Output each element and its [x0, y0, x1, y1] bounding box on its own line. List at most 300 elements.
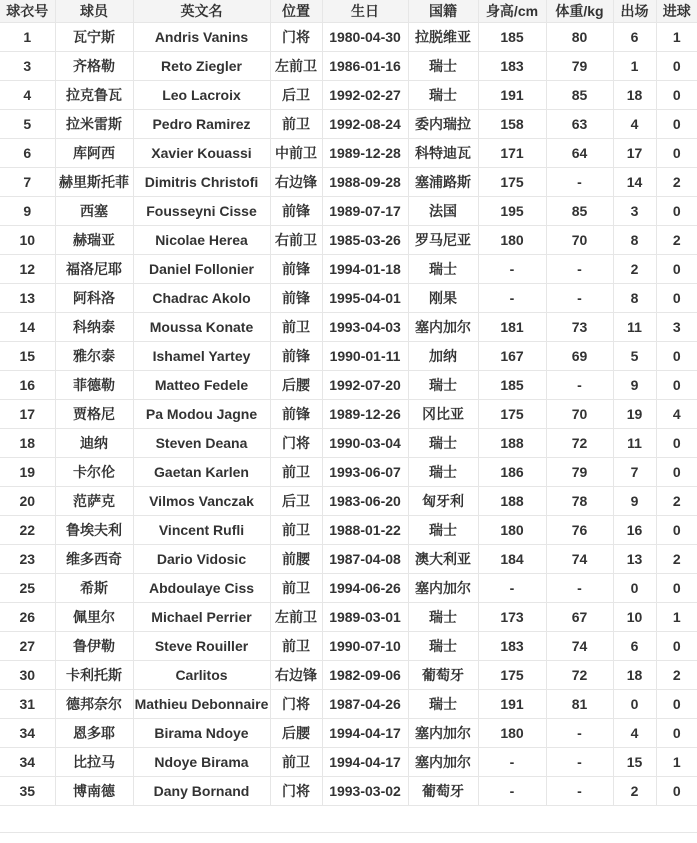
table-cell: 匈牙利: [408, 487, 478, 516]
table-cell: 6: [613, 632, 656, 661]
table-cell: 希斯: [55, 574, 133, 603]
table-cell: Pedro Ramirez: [133, 110, 270, 139]
table-cell: 16: [0, 371, 55, 400]
table-cell: 81: [546, 690, 613, 719]
table-cell: 183: [478, 52, 546, 81]
table-cell: 72: [546, 661, 613, 690]
table-row: [0, 139, 697, 168]
table-cell: 2: [656, 545, 697, 574]
table-cell: 法国: [408, 197, 478, 226]
table-cell: Abdoulaye Ciss: [133, 574, 270, 603]
table-cell: 13: [613, 545, 656, 574]
table-row: [0, 255, 697, 284]
table-cell: 74: [546, 545, 613, 574]
table-row: [0, 603, 697, 632]
table-row: [0, 690, 697, 719]
table-cell: 35: [0, 777, 55, 806]
table-cell: Birama Ndoye: [133, 719, 270, 748]
table-cell: 3: [613, 197, 656, 226]
table-cell: 2: [656, 168, 697, 197]
table-cell: 1: [0, 23, 55, 52]
table-cell: 1994-06-26: [322, 574, 408, 603]
table-cell: 拉米雷斯: [55, 110, 133, 139]
table-cell: 74: [546, 632, 613, 661]
table-cell: 2: [613, 255, 656, 284]
table-cell: -: [478, 255, 546, 284]
table-cell: 冈比亚: [408, 400, 478, 429]
table-cell: 前卫: [270, 110, 322, 139]
table-cell: 门将: [270, 429, 322, 458]
table-cell: 4: [656, 400, 697, 429]
table-cell: 前卫: [270, 632, 322, 661]
column-header: 国籍: [408, 0, 478, 23]
table-cell: 1993-04-03: [322, 313, 408, 342]
table-cell: 1992-07-20: [322, 371, 408, 400]
table-cell: 塞浦路斯: [408, 168, 478, 197]
table-cell: -: [478, 284, 546, 313]
table-cell: 0: [656, 516, 697, 545]
table-cell: 刚果: [408, 284, 478, 313]
table-cell: 26: [0, 603, 55, 632]
table-cell: Nicolae Herea: [133, 226, 270, 255]
table-cell: Dimitris Christofi: [133, 168, 270, 197]
table-cell: 20: [0, 487, 55, 516]
table-cell: 前腰: [270, 545, 322, 574]
table-cell: 1990-01-11: [322, 342, 408, 371]
table-row: [0, 168, 697, 197]
table-row: [0, 719, 697, 748]
table-cell: -: [546, 574, 613, 603]
column-header: 进球: [656, 0, 697, 23]
table-cell: 8: [613, 284, 656, 313]
table-cell: 3: [656, 313, 697, 342]
table-cell: 80: [546, 23, 613, 52]
table-cell: 64: [546, 139, 613, 168]
table-cell: -: [478, 574, 546, 603]
table-cell: 阿科洛: [55, 284, 133, 313]
table-body: [0, 23, 697, 806]
table-cell: 0: [656, 690, 697, 719]
table-cell: 0: [656, 777, 697, 806]
table-cell: 191: [478, 690, 546, 719]
table-cell: 0: [613, 690, 656, 719]
table-cell: 1982-09-06: [322, 661, 408, 690]
table-cell: 12: [0, 255, 55, 284]
table-cell: 180: [478, 516, 546, 545]
table-cell: 11: [613, 429, 656, 458]
table-cell: 180: [478, 226, 546, 255]
table-cell: Gaetan Karlen: [133, 458, 270, 487]
table-cell: 22: [0, 516, 55, 545]
table-cell: 0: [656, 81, 697, 110]
table-cell: 前锋: [270, 284, 322, 313]
table-cell: 西塞: [55, 197, 133, 226]
table-cell: 雅尔泰: [55, 342, 133, 371]
table-cell: 180: [478, 719, 546, 748]
table-cell: 0: [656, 632, 697, 661]
table-cell: 鲁伊勒: [55, 632, 133, 661]
table-cell: 1992-02-27: [322, 81, 408, 110]
table-cell: 瑞士: [408, 52, 478, 81]
table-cell: 10: [0, 226, 55, 255]
table-cell: 福洛尼耶: [55, 255, 133, 284]
table-row: [0, 574, 697, 603]
table-cell: 2: [613, 777, 656, 806]
table-cell: 瑞士: [408, 516, 478, 545]
table-row: [0, 516, 697, 545]
table-cell: 比拉马: [55, 748, 133, 777]
table-cell: 1985-03-26: [322, 226, 408, 255]
table-row: [0, 226, 697, 255]
table-cell: 1994-01-18: [322, 255, 408, 284]
table-cell: 18: [613, 81, 656, 110]
table-cell: 4: [0, 81, 55, 110]
table-cell: 后卫: [270, 81, 322, 110]
table-cell: 0: [656, 255, 697, 284]
table-cell: 后卫: [270, 487, 322, 516]
table-cell: 佩里尔: [55, 603, 133, 632]
table-cell: 博南德: [55, 777, 133, 806]
table-cell: 1990-07-10: [322, 632, 408, 661]
table-cell: 10: [613, 603, 656, 632]
table-cell: 0: [613, 574, 656, 603]
table-cell: 185: [478, 371, 546, 400]
table-cell: 3: [0, 52, 55, 81]
table-cell: 菲德勒: [55, 371, 133, 400]
table-cell: Daniel Follonier: [133, 255, 270, 284]
column-header: 身高/cm: [478, 0, 546, 23]
table-cell: 186: [478, 458, 546, 487]
table-cell: 范萨克: [55, 487, 133, 516]
table-cell: 贾格尼: [55, 400, 133, 429]
table-row: [0, 342, 697, 371]
table-cell: 卡尔伦: [55, 458, 133, 487]
table-cell: 5: [613, 342, 656, 371]
table-cell: 184: [478, 545, 546, 574]
column-header: 英文名: [133, 0, 270, 23]
table-cell: 175: [478, 661, 546, 690]
table-cell: 0: [656, 429, 697, 458]
table-cell: 1987-04-26: [322, 690, 408, 719]
table-cell: 右边锋: [270, 661, 322, 690]
table-cell: 0: [656, 458, 697, 487]
table-cell: 瑞士: [408, 632, 478, 661]
table-cell: 0: [656, 574, 697, 603]
table-cell: 中前卫: [270, 139, 322, 168]
table-cell: 塞内加尔: [408, 313, 478, 342]
table-cell: 1995-04-01: [322, 284, 408, 313]
table-cell: 右前卫: [270, 226, 322, 255]
table-cell: Andris Vanins: [133, 23, 270, 52]
column-header: 球衣号: [0, 0, 55, 23]
table-header-row: [0, 0, 697, 23]
table-cell: 4: [613, 719, 656, 748]
table-cell: 门将: [270, 777, 322, 806]
table-cell: 2: [656, 661, 697, 690]
table-cell: 181: [478, 313, 546, 342]
table-cell: 门将: [270, 23, 322, 52]
table-row: [0, 313, 697, 342]
table-cell: 34: [0, 748, 55, 777]
table-cell: 1992-08-24: [322, 110, 408, 139]
table-cell: 188: [478, 429, 546, 458]
table-cell: 79: [546, 458, 613, 487]
table-cell: 1994-04-17: [322, 748, 408, 777]
table-cell: 191: [478, 81, 546, 110]
table-cell: -: [546, 777, 613, 806]
table-row: [0, 661, 697, 690]
table-cell: 前锋: [270, 400, 322, 429]
table-cell: 左前卫: [270, 603, 322, 632]
table-cell: 德邦奈尔: [55, 690, 133, 719]
table-cell: Pa Modou Jagne: [133, 400, 270, 429]
table-cell: 瑞士: [408, 429, 478, 458]
table-cell: 前卫: [270, 458, 322, 487]
table-cell: Reto Ziegler: [133, 52, 270, 81]
table-row: [0, 284, 697, 313]
table-cell: Vincent Rufli: [133, 516, 270, 545]
table-cell: 委内瑞拉: [408, 110, 478, 139]
table-cell: 34: [0, 719, 55, 748]
table-cell: 维多西奇: [55, 545, 133, 574]
table-cell: 167: [478, 342, 546, 371]
table-cell: Matteo Fedele: [133, 371, 270, 400]
table-cell: 1980-04-30: [322, 23, 408, 52]
table-cell: Dany Bornand: [133, 777, 270, 806]
table-cell: 27: [0, 632, 55, 661]
table-cell: 158: [478, 110, 546, 139]
table-cell: -: [546, 255, 613, 284]
table-cell: 前锋: [270, 197, 322, 226]
table-cell: 1988-09-28: [322, 168, 408, 197]
table-cell: 18: [0, 429, 55, 458]
table-cell: 1: [656, 748, 697, 777]
table-cell: Michael Perrier: [133, 603, 270, 632]
table-cell: 13: [0, 284, 55, 313]
table-cell: 瑞士: [408, 255, 478, 284]
table-cell: 1: [613, 52, 656, 81]
table-cell: 25: [0, 574, 55, 603]
table-cell: 30: [0, 661, 55, 690]
table-cell: 195: [478, 197, 546, 226]
table-cell: 1983-06-20: [322, 487, 408, 516]
table-cell: 澳大利亚: [408, 545, 478, 574]
table-cell: 0: [656, 284, 697, 313]
table-cell: 175: [478, 168, 546, 197]
table-cell: 69: [546, 342, 613, 371]
table-cell: 17: [613, 139, 656, 168]
table-cell: 科纳泰: [55, 313, 133, 342]
table-cell: 15: [613, 748, 656, 777]
table-cell: 前锋: [270, 342, 322, 371]
table-cell: 葡萄牙: [408, 777, 478, 806]
table-cell: 罗马尼亚: [408, 226, 478, 255]
table-cell: 6: [0, 139, 55, 168]
table-cell: 左前卫: [270, 52, 322, 81]
column-header: 生日: [322, 0, 408, 23]
table-cell: 瓦宁斯: [55, 23, 133, 52]
table-cell: 15: [0, 342, 55, 371]
table-row: [0, 748, 697, 777]
table-cell: Vilmos Vanczak: [133, 487, 270, 516]
table-cell: 9: [613, 487, 656, 516]
table-cell: Fousseyni Cisse: [133, 197, 270, 226]
table-cell: 183: [478, 632, 546, 661]
table-cell: 前卫: [270, 748, 322, 777]
table-cell: 赫瑞亚: [55, 226, 133, 255]
table-cell: Leo Lacroix: [133, 81, 270, 110]
table-cell: 前卫: [270, 516, 322, 545]
table-cell: 加纳: [408, 342, 478, 371]
table-cell: 1989-12-26: [322, 400, 408, 429]
table-cell: 19: [613, 400, 656, 429]
table-cell: Steve Rouiller: [133, 632, 270, 661]
table-cell: 9: [613, 371, 656, 400]
table-cell: 迪纳: [55, 429, 133, 458]
table-cell: 78: [546, 487, 613, 516]
table-cell: 14: [0, 313, 55, 342]
table-cell: 1: [656, 23, 697, 52]
table-row: [0, 23, 697, 52]
table-cell: 0: [656, 110, 697, 139]
table-cell: 2: [656, 487, 697, 516]
table-cell: 18: [613, 661, 656, 690]
table-cell: 1986-01-16: [322, 52, 408, 81]
table-row: [0, 52, 697, 81]
table-cell: 右边锋: [270, 168, 322, 197]
table-row: [0, 632, 697, 661]
table-cell: Xavier Kouassi: [133, 139, 270, 168]
table-cell: 1994-04-17: [322, 719, 408, 748]
table-cell: 0: [656, 371, 697, 400]
column-header: 体重/kg: [546, 0, 613, 23]
table-cell: 9: [0, 197, 55, 226]
table-row: [0, 458, 697, 487]
table-cell: 188: [478, 487, 546, 516]
table-cell: Dario Vidosic: [133, 545, 270, 574]
table-cell: -: [478, 777, 546, 806]
table-cell: 85: [546, 197, 613, 226]
table-cell: 171: [478, 139, 546, 168]
table-cell: 瑞士: [408, 81, 478, 110]
table-cell: 72: [546, 429, 613, 458]
table-cell: 14: [613, 168, 656, 197]
table-row: [0, 400, 697, 429]
table-cell: 1989-07-17: [322, 197, 408, 226]
table-cell: 恩多耶: [55, 719, 133, 748]
table-cell: 17: [0, 400, 55, 429]
table-cell: -: [546, 748, 613, 777]
table-cell: 科特迪瓦: [408, 139, 478, 168]
table-cell: 瑞士: [408, 690, 478, 719]
table-cell: 塞内加尔: [408, 748, 478, 777]
table-cell: 后腰: [270, 371, 322, 400]
table-cell: 85: [546, 81, 613, 110]
table-cell: 前卫: [270, 313, 322, 342]
table-cell: 79: [546, 52, 613, 81]
table-cell: 前锋: [270, 255, 322, 284]
table-row: [0, 429, 697, 458]
table-cell: 5: [0, 110, 55, 139]
table-cell: 后腰: [270, 719, 322, 748]
table-cell: Chadrac Akolo: [133, 284, 270, 313]
table-cell: 塞内加尔: [408, 574, 478, 603]
table-cell: 0: [656, 197, 697, 226]
table-footer: [0, 806, 697, 833]
table-cell: 70: [546, 400, 613, 429]
table-row: [0, 81, 697, 110]
table-cell: 8: [613, 226, 656, 255]
table-cell: 1993-06-07: [322, 458, 408, 487]
table-cell: 76: [546, 516, 613, 545]
table-row: [0, 545, 697, 574]
table-cell: 1988-01-22: [322, 516, 408, 545]
column-header: 出场: [613, 0, 656, 23]
table-cell: 1: [656, 603, 697, 632]
table-cell: 瑞士: [408, 603, 478, 632]
table-cell: 库阿西: [55, 139, 133, 168]
column-header: 位置: [270, 0, 322, 23]
table-cell: 6: [613, 23, 656, 52]
table-cell: 1989-03-01: [322, 603, 408, 632]
table-row: [0, 777, 697, 806]
table-cell: 门将: [270, 690, 322, 719]
table-row: [0, 197, 697, 226]
table-cell: -: [478, 748, 546, 777]
table-cell: Moussa Konate: [133, 313, 270, 342]
table-cell: 1993-03-02: [322, 777, 408, 806]
table-cell: 2: [656, 226, 697, 255]
table-cell: Ndoye Birama: [133, 748, 270, 777]
table-cell: 齐格勒: [55, 52, 133, 81]
table-cell: -: [546, 284, 613, 313]
table-cell: 4: [613, 110, 656, 139]
table-cell: 31: [0, 690, 55, 719]
table-cell: 73: [546, 313, 613, 342]
table-cell: 0: [656, 52, 697, 81]
table-cell: -: [546, 371, 613, 400]
table-cell: -: [546, 168, 613, 197]
table-cell: 1990-03-04: [322, 429, 408, 458]
table-cell: Carlitos: [133, 661, 270, 690]
table-cell: 7: [0, 168, 55, 197]
table-cell: 173: [478, 603, 546, 632]
table-cell: 1989-12-28: [322, 139, 408, 168]
table-cell: 63: [546, 110, 613, 139]
table-cell: 7: [613, 458, 656, 487]
table-row: [0, 371, 697, 400]
table-cell: 0: [656, 139, 697, 168]
table-cell: Ishamel Yartey: [133, 342, 270, 371]
table-cell: Steven Deana: [133, 429, 270, 458]
table-cell: Mathieu Debonnaire: [133, 690, 270, 719]
table-cell: 葡萄牙: [408, 661, 478, 690]
table-cell: 1987-04-08: [322, 545, 408, 574]
table-row: [0, 487, 697, 516]
table-cell: 16: [613, 516, 656, 545]
table-cell: 前卫: [270, 574, 322, 603]
table-row: [0, 110, 697, 139]
table-cell: 鲁埃夫利: [55, 516, 133, 545]
table-cell: 67: [546, 603, 613, 632]
table-cell: 19: [0, 458, 55, 487]
table-cell: 赫里斯托菲: [55, 168, 133, 197]
table-cell: 0: [656, 342, 697, 371]
table-cell: 瑞士: [408, 371, 478, 400]
table-cell: 塞内加尔: [408, 719, 478, 748]
table-cell: 175: [478, 400, 546, 429]
table-cell: 23: [0, 545, 55, 574]
